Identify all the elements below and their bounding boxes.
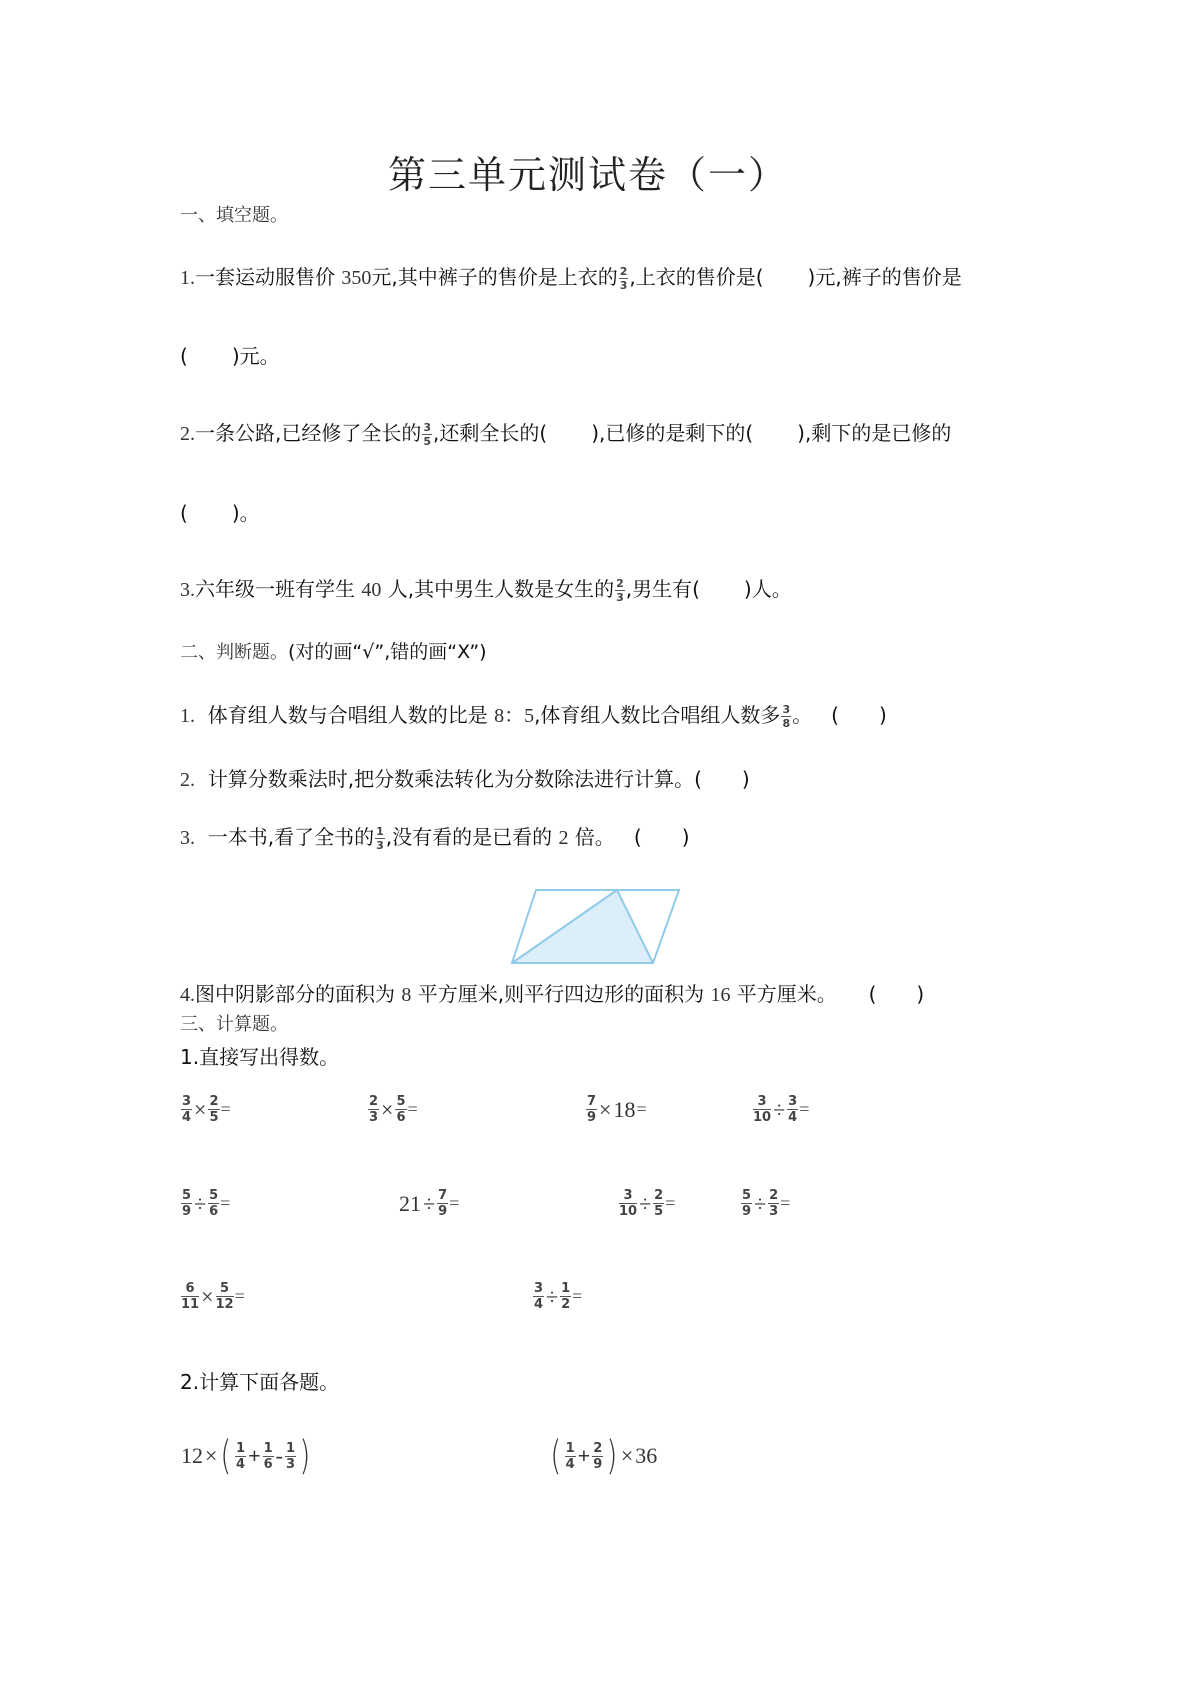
- fraction: $\frac{3}{5}$: [423, 421, 432, 448]
- subheading-compute: 2.计算下面各题。: [180, 1370, 340, 1394]
- subheading-direct: 1.直接写出得数。: [180, 1045, 340, 1069]
- calc-item: $\frac{3}{10}$ ÷ $\frac{3}{4}$ =: [753, 1094, 810, 1125]
- fraction: $\frac{2}{3}$: [619, 265, 628, 292]
- question-judge-4: 4.图中阴影部分的面积为 8 平方厘米,则平行四边形的面积为 16 平方厘米。 ( ): [180, 982, 925, 1006]
- answer-parens[interactable]: ( ): [831, 703, 887, 727]
- calc-item: 21 ÷ $\frac{7}{9}$ =: [399, 1188, 460, 1219]
- compute-expression-1: 12 × ( $\frac{1}{4}$ + $\frac{1}{6}$ - $\frac{1}{3}$ ): [181, 1433, 311, 1479]
- fraction: $\frac{1}{3}$: [376, 825, 384, 852]
- question-fill-1-cont: ( )元。: [180, 344, 280, 368]
- section-heading-fill-in: 一、填空题。: [180, 205, 288, 226]
- section-heading-calc: 三、计算题。: [180, 1014, 288, 1035]
- answer-parens[interactable]: ( ): [868, 982, 925, 1006]
- calc-item: $\frac{6}{11}$ × $\frac{5}{12}$ =: [181, 1281, 245, 1312]
- fraction: $\frac{3}{8}$: [782, 703, 791, 730]
- fraction: $\frac{2}{3}$: [616, 577, 624, 604]
- calc-item: $\frac{5}{9}$ ÷ $\frac{5}{6}$ =: [182, 1188, 231, 1219]
- section-heading-judge: 二、判断题。(对的画“√”,错的画“X”): [180, 641, 487, 663]
- compute-expression-2: ( $\frac{1}{4}$ + $\frac{2}{9}$ ) × 36: [550, 1433, 658, 1479]
- calc-item: $\frac{3}{4}$ ÷ $\frac{1}{2}$ =: [534, 1281, 583, 1312]
- calc-item: $\frac{5}{9}$ ÷ $\frac{2}{3}$ =: [742, 1188, 791, 1219]
- answer-parens[interactable]: ( ): [633, 825, 690, 849]
- question-judge-2: 2. 计算分数乘法时,把分数乘法转化为分数除法进行计算。( ): [180, 767, 750, 791]
- page-title: 第三单元测试卷（一）: [388, 153, 789, 197]
- question-fill-1: 1.一套运动服售价 350元,其中裤子的售价是上衣的 $\frac{2}{3}$ ,上衣的售价是( )元,裤子的售价是: [180, 265, 962, 292]
- question-fill-2-cont: ( )。: [180, 501, 260, 525]
- question-judge-3: 3. 一本书,看了全书的 $\frac{1}{3}$ ,没有看的是已看的 2 倍。 ( ): [180, 825, 690, 852]
- question-fill-3: 3.六年级一班有学生 40 人,其中男生人数是女生的 $\frac{2}{3}$ ,男生有( )人。: [180, 577, 792, 604]
- calc-item: $\frac{3}{4}$ × $\frac{2}{5}$ =: [182, 1094, 231, 1125]
- question-fill-2: 2.一条公路,已经修了全长的 $\frac{3}{5}$ ,还剩全长的( ),已修的是剩下的( ),剩下的是已修的: [180, 421, 952, 448]
- calc-item: $\frac{3}{10}$ ÷ $\frac{2}{5}$ =: [619, 1188, 676, 1219]
- calc-item: $\frac{7}{9}$ × 18 =: [587, 1094, 647, 1125]
- answer-parens[interactable]: ( ): [694, 767, 750, 791]
- calc-item: $\frac{2}{3}$ × $\frac{5}{6}$ =: [369, 1094, 418, 1125]
- question-judge-1: 1. 体育组人数与合唱组人数的比是 8：5,体育组人数比合唱组人数多 $\frac{3}{8}$ 。 ( ): [180, 703, 887, 730]
